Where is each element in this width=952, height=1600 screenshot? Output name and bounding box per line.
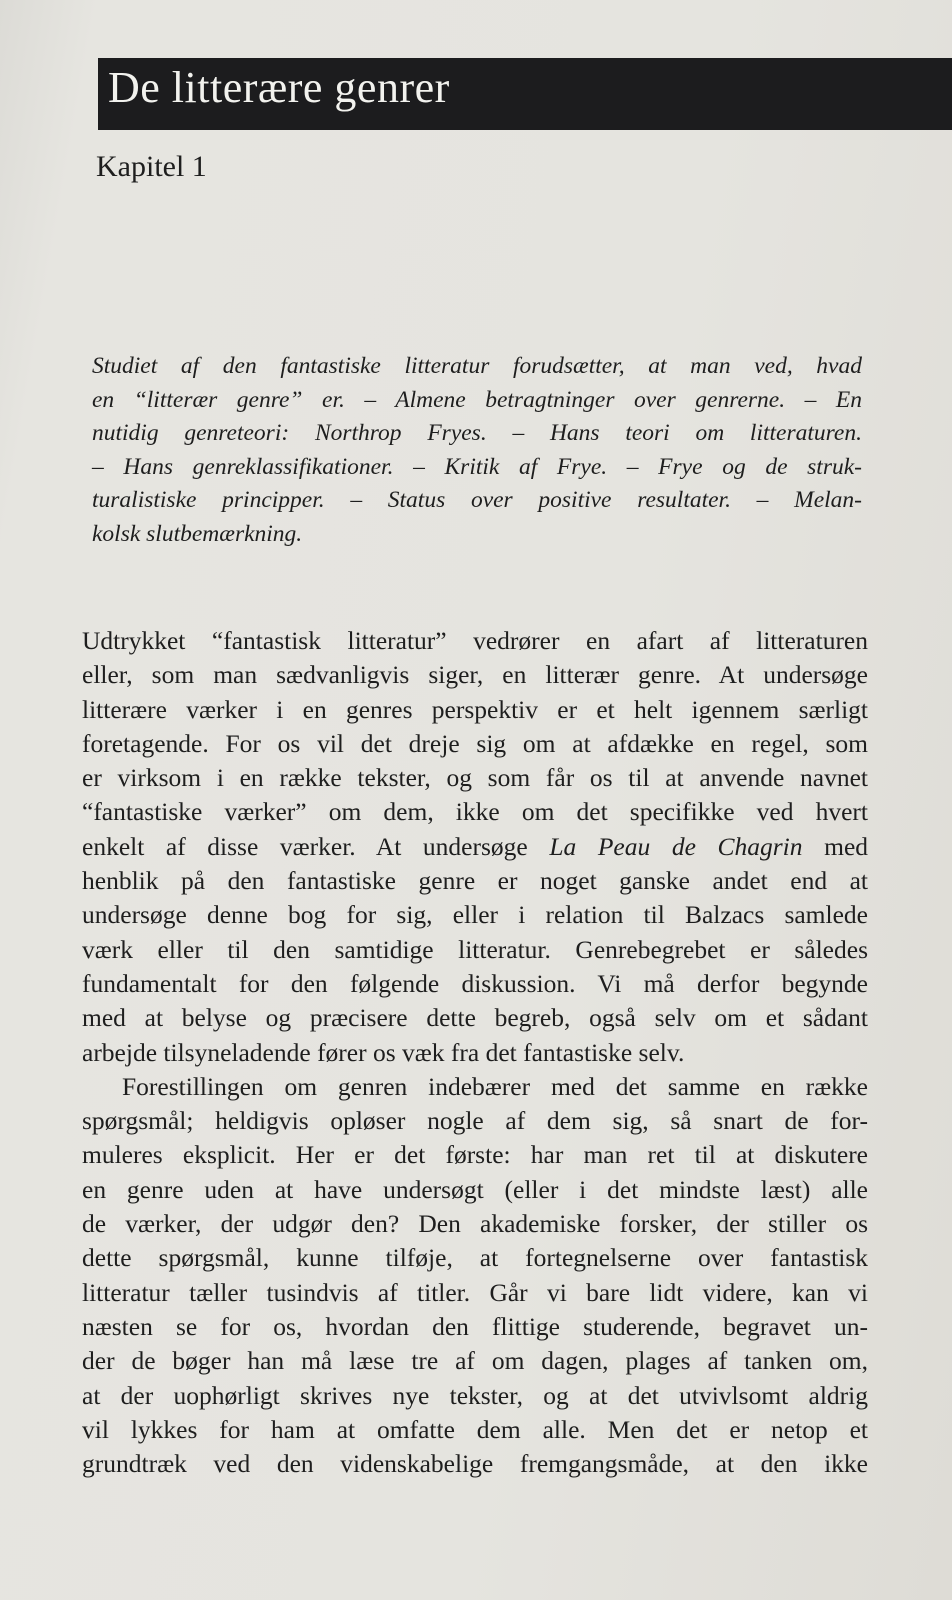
body-line: fundamentalt for den følgende diskussion. Vi må derfor begynde <box>82 968 868 998</box>
abstract-line: – Hans genreklassifikationer. – Kritik af Frye. – Frye og de struk- <box>92 453 862 480</box>
body-line: “fantastiske værker” om dem, ikke om det specifikke ved hvert <box>82 797 868 827</box>
body-line: at der uophørligt skrives nye tekster, og at det utvivlsomt aldrig <box>82 1380 868 1410</box>
body-line: henblik på den fantastiske genre er noget ganske andet end at <box>82 866 868 896</box>
body-line: arbejde tilsyneladende fører os væk fra det fantastiske selv. <box>82 1037 685 1067</box>
abstract-line: kolsk slutbemærkning. <box>92 520 303 547</box>
abstract-line: Studiet af den fantastiske litteratur forudsætter, at man ved, hvad <box>92 353 862 379</box>
abstract-line: nutidig genreteori: Northrop Fryes. – Hans teori om litteraturen. <box>92 420 862 447</box>
body-line: en genre uden at have undersøgt (eller i det mindste læst) alle <box>82 1174 868 1204</box>
abstract-line: en “litterær genre” er. – Almene betragtninger over genrerne. – En <box>92 386 862 413</box>
body-line: foretagende. For os vil det dreje sig om at afdække en regel, som <box>82 728 868 758</box>
body-line: næsten se for os, hvordan den flittige studerende, begravet un- <box>82 1311 868 1341</box>
body-line: der de bøger han må læse tre af om dagen, plages af tanken om, <box>82 1346 868 1376</box>
body-line: værk eller til den samtidige litteratur. Genrebegrebet er således <box>82 934 868 964</box>
book-title-reference: La Peau de Chagrin <box>549 831 803 861</box>
body-line-after: med <box>824 831 869 861</box>
body-line: litteratur tæller tusindvis af titler. Går vi bare lidt videre, kan vi <box>82 1277 868 1307</box>
abstract-line: turalistiske principper. – Status over positive resultater. – Melan- <box>92 487 862 514</box>
body-line: Udtrykket “fantastisk litteratur” vedrører en afart af litteraturen <box>82 626 868 655</box>
body-line: eller, som man sædvanligvis siger, en litterær genre. At undersøge <box>82 660 868 690</box>
body-line: er virksom i en række tekster, og som får os til at anvende navnet <box>82 763 868 793</box>
body-line: vil lykkes for ham at omfatte dem alle. Men det er netop et <box>82 1414 868 1444</box>
body-line: grundtræk ved den videnskabelige fremgangsmåde, at den ikke <box>82 1449 868 1479</box>
section-title: De litterære genrer <box>108 63 450 112</box>
body-line-with-title <box>82 830 868 864</box>
body-line: litterære værker i en genres perspektiv er et helt igennem særligt <box>82 694 868 724</box>
body-line: med at belyse og præcisere dette begreb, også selv om et sådant <box>82 1003 868 1033</box>
body-line: muleres eksplicit. Her er det første: har man ret til at diskutere <box>82 1140 868 1170</box>
body-text <box>82 624 868 1481</box>
body-line: undersøge denne bog for sig, eller i relation til Balzacs samlede <box>82 900 868 930</box>
chapter-abstract <box>92 350 862 552</box>
body-line: Forestillingen om genren indebærer med det samme en række <box>122 1071 868 1101</box>
chapter-label: Kapitel 1 <box>96 150 207 183</box>
body-line: dette spørgsmål, kunne tilføje, at fortegnelserne over fantastisk <box>82 1243 868 1273</box>
body-line-before: enkelt af disse værker. At undersøge <box>82 831 528 861</box>
body-line: spørgsmål; heldigvis opløser nogle af dem sig, så snart de for- <box>82 1106 868 1136</box>
body-line: de værker, der udgør den? Den akademiske forsker, der stiller os <box>82 1209 868 1239</box>
chapter-title-bar <box>98 58 952 130</box>
